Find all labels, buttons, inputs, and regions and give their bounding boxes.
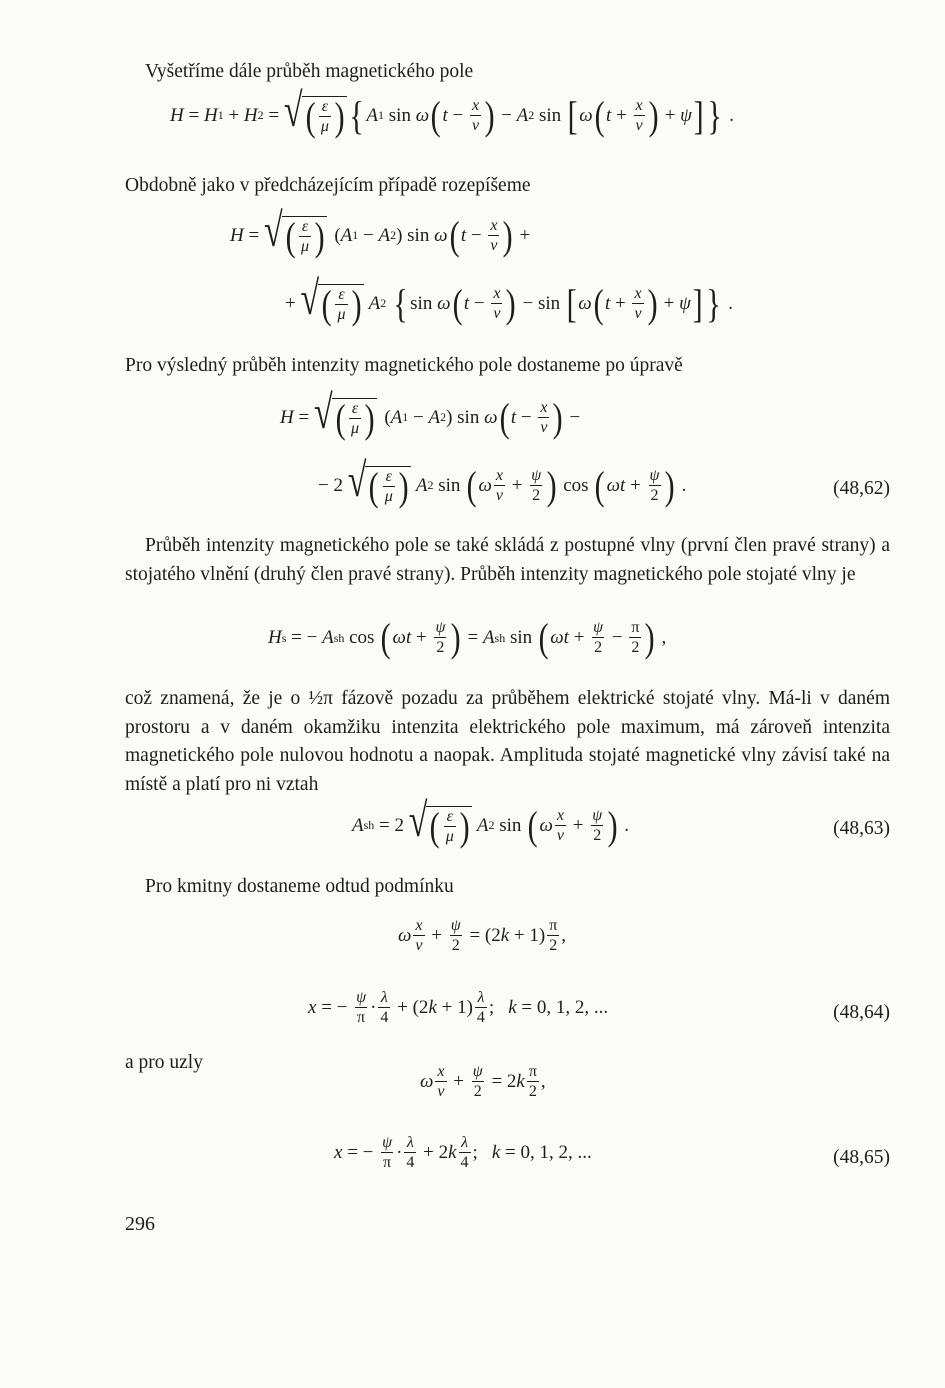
equation-number-4863: (48,63) [833, 818, 890, 839]
paragraph-antinodes: Pro kmitny dostaneme odtud podmínku [145, 876, 454, 897]
equation-number-4864: (48,64) [833, 1002, 890, 1023]
equation-h-expanded-line2: + √ ( $\frac{\varepsilon}{\mu}$ ) A 2 { sin ω ( t − $\frac{x}{v}$ ) − sin [ ω ( t + $\frac{x}{v}$ ) + ψ ] } . [285, 273, 733, 327]
equation-4864: x = − $\frac{\psi}{\pi}$ · $\frac{\lambda}{4}$ + (2 k + 1) $\frac{\lambda}{4}$ ; k = 0, 1, 2, ... [308, 989, 609, 1026]
equation-4865: x = − $\frac{\psi}{\pi}$ · $\frac{\lambda}{4}$ + 2 k $\frac{\lambda}{4}$ ; k = 0, 1, 2, ... [334, 1134, 592, 1171]
equation-number-4862: (48,62) [833, 478, 890, 499]
paragraph-nodes: a pro uzly [125, 1052, 203, 1073]
equation-hs: H s = − A sh cos ( ωt + $\frac{\psi}{2}$ ) = A sh sin ( ωt + $\frac{\psi}{2}$ − $\frac{\pi}{2}$ ) , [268, 615, 667, 660]
equation-number-4865: (48,65) [833, 1147, 890, 1168]
equation-4862-line1: H = √ ( $\frac{\varepsilon}{\mu}$ ) ( A 1 − A 2 ) sin ω ( t − $\frac{x}{v}$ ) − [280, 387, 581, 441]
equation-antinode-condition: ω $\frac{x}{v}$ + $\frac{\psi}{2}$ = (2 k + 1) $\frac{\pi}{2}$ , [398, 917, 567, 954]
paragraph-expand: Obdobně jako v předcházejícím případě rozepíšeme [125, 175, 531, 196]
equation-4862-line2: − 2 √ ( $\frac{\varepsilon}{\mu}$ ) A 2 sin ( ω $\frac{x}{v}$ + $\frac{\psi}{2}$ ) cos ( ωt + $\frac{\psi}{2}$ ) . [318, 455, 687, 509]
paragraph-result: Pro výsledný průběh intenzity magnetického pole dostaneme po úpravě [125, 355, 683, 376]
paragraph-standing-wave: Průběh intenzity magnetického pole se také skládá z postupné vlny (první člen pravé strany) a stojatého vlnění (druhý člen pravé strany). Průběh intenzity magnetického pole stojaté vlny je [125, 535, 890, 585]
page-number: 296 [125, 1213, 155, 1235]
equation-node-condition: ω $\frac{x}{v}$ + $\frac{\psi}{2}$ = 2 k $\frac{\pi}{2}$ , [420, 1063, 546, 1100]
equation-h-total: H = H 1 + H 2 = √ ( $\frac{\varepsilon}{\mu}$ ) { A 1 sin ω ( t − $\frac{x}{v}$ ) − A 2 sin [ ω ( t + $\frac{x}{v}$ ) + ψ ] } . [170, 85, 734, 139]
paragraph-intro: Vyšetříme dále průběh magnetického pole [145, 61, 474, 82]
paragraph-phase: což znamená, že je o ½π fázově pozadu za průběhem elektrické stojaté vlny. Má-li v daném prostoru a v daném okamžiku intenzita elektrického pole maximum, má zároveň intenzita magnetického pole nulovou hodnotu a naopak. Amplituda stojaté magnetické vlny závisí také na místě a platí pro ni vztah [125, 688, 890, 795]
equation-4863: A sh = 2 √ ( $\frac{\varepsilon}{\mu}$ ) A 2 sin ( ω $\frac{x}{v}$ + $\frac{\psi}{2}$ ) . [352, 795, 629, 849]
equation-h-expanded-line1: H = √ ( $\frac{\varepsilon}{\mu}$ ) ( A 1 − A 2 ) sin ω ( t − $\frac{x}{v}$ ) + [230, 205, 531, 259]
